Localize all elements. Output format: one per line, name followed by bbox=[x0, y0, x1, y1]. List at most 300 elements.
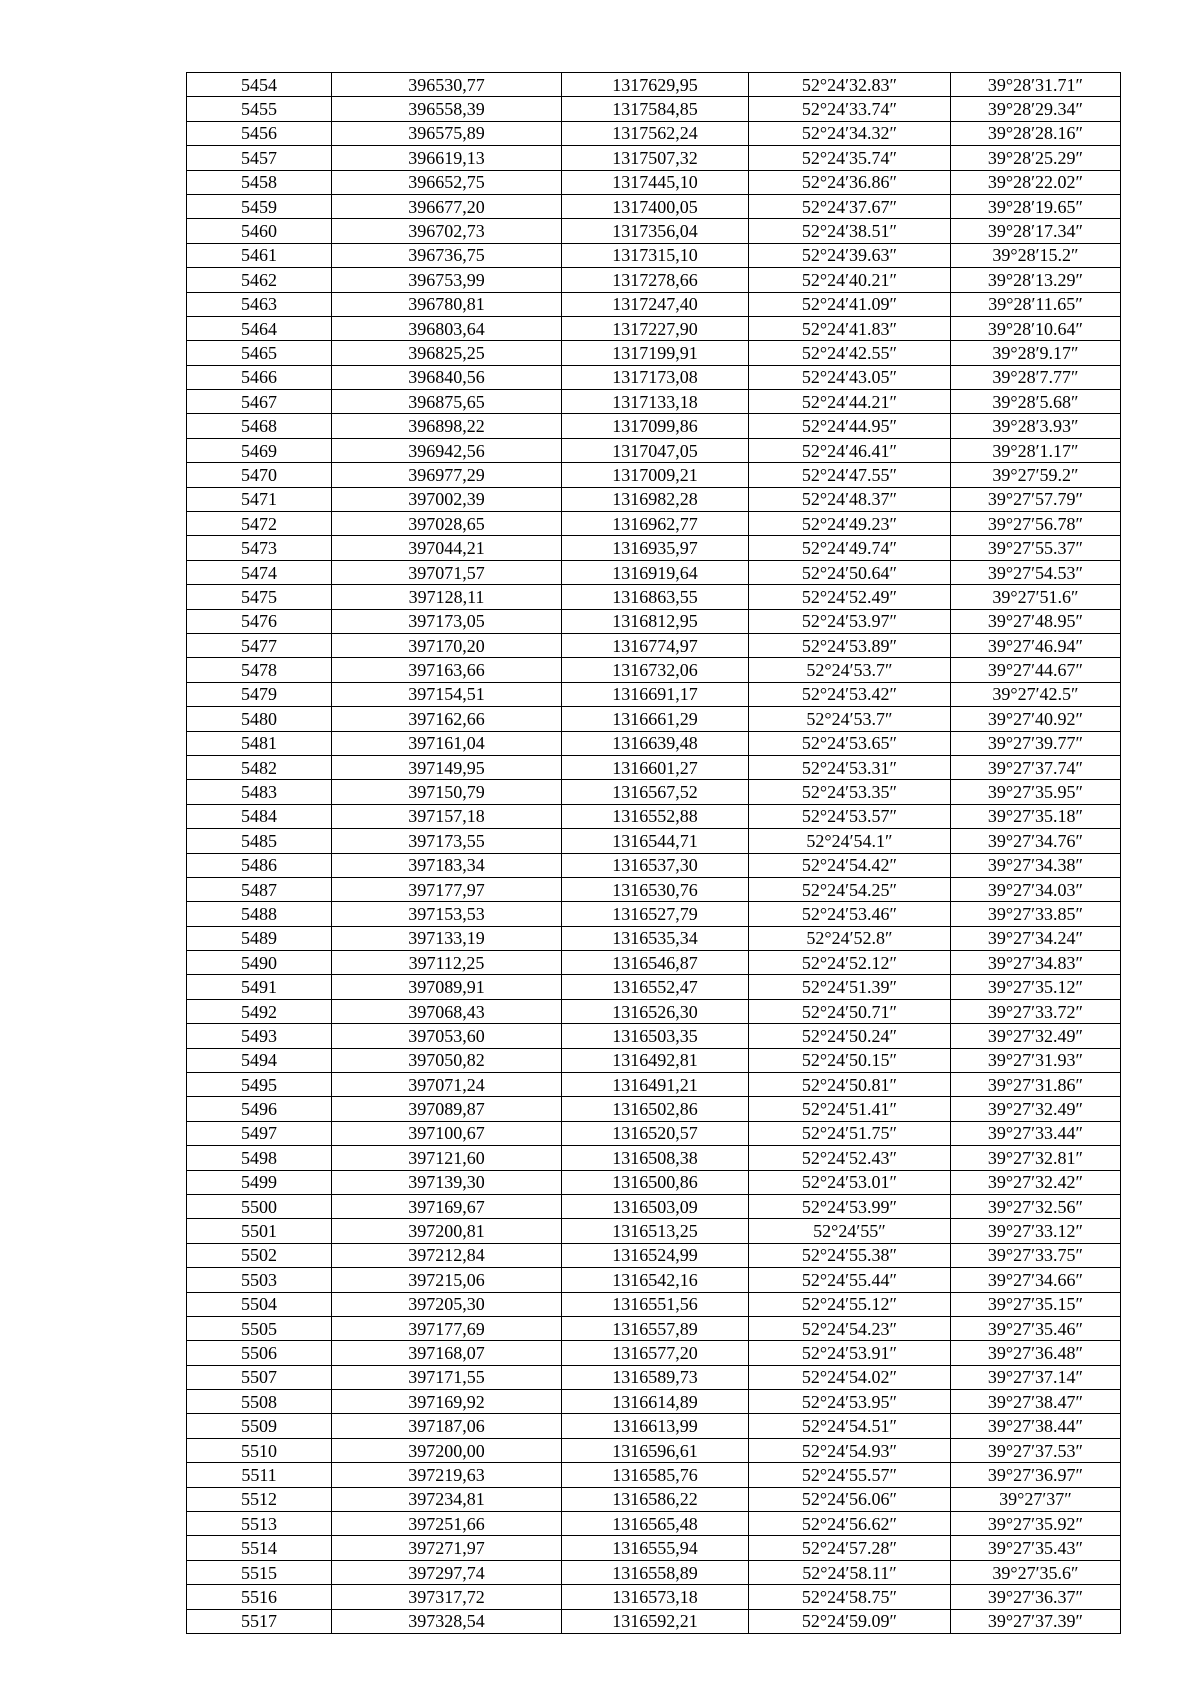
y-coordinate-cell: 1317356,04 bbox=[562, 219, 749, 243]
longitude-cell: 39°27′33.12″ bbox=[951, 1219, 1121, 1243]
y-coordinate-cell: 1317278,66 bbox=[562, 268, 749, 292]
x-coordinate-cell: 396619,13 bbox=[332, 146, 562, 170]
latitude-cell: 52°24′56.62″ bbox=[749, 1512, 951, 1536]
y-coordinate-cell: 1316542,16 bbox=[562, 1268, 749, 1292]
latitude-cell: 52°24′51.75″ bbox=[749, 1121, 951, 1145]
point-number-cell: 5481 bbox=[187, 731, 332, 755]
longitude-cell: 39°28′5.68″ bbox=[951, 390, 1121, 414]
y-coordinate-cell: 1316546,87 bbox=[562, 951, 749, 975]
latitude-cell: 52°24′58.75″ bbox=[749, 1585, 951, 1609]
table-row bbox=[187, 804, 1121, 828]
x-coordinate-cell: 397251,66 bbox=[332, 1512, 562, 1536]
point-number-cell: 5454 bbox=[187, 73, 332, 97]
table-row bbox=[187, 268, 1121, 292]
longitude-cell: 39°27′32.81″ bbox=[951, 1146, 1121, 1170]
table-row bbox=[187, 609, 1121, 633]
y-coordinate-cell: 1317227,90 bbox=[562, 316, 749, 340]
point-number-cell: 5483 bbox=[187, 780, 332, 804]
point-number-cell: 5511 bbox=[187, 1463, 332, 1487]
point-number-cell: 5507 bbox=[187, 1365, 332, 1389]
x-coordinate-cell: 397002,39 bbox=[332, 487, 562, 511]
longitude-cell: 39°27′34.24″ bbox=[951, 926, 1121, 950]
point-number-cell: 5474 bbox=[187, 560, 332, 584]
longitude-cell: 39°27′54.53″ bbox=[951, 560, 1121, 584]
table-row bbox=[187, 585, 1121, 609]
x-coordinate-cell: 397053,60 bbox=[332, 1024, 562, 1048]
latitude-cell: 52°24′48.37″ bbox=[749, 487, 951, 511]
point-number-cell: 5512 bbox=[187, 1487, 332, 1511]
table-row bbox=[187, 1292, 1121, 1316]
y-coordinate-cell: 1316544,71 bbox=[562, 829, 749, 853]
x-coordinate-cell: 397121,60 bbox=[332, 1146, 562, 1170]
latitude-cell: 52°24′54.25″ bbox=[749, 877, 951, 901]
y-coordinate-cell: 1316601,27 bbox=[562, 755, 749, 779]
longitude-cell: 39°27′36.37″ bbox=[951, 1585, 1121, 1609]
table-row bbox=[187, 1121, 1121, 1145]
longitude-cell: 39°27′37″ bbox=[951, 1487, 1121, 1511]
x-coordinate-cell: 397169,67 bbox=[332, 1194, 562, 1218]
table-row bbox=[187, 1341, 1121, 1365]
longitude-cell: 39°27′37.14″ bbox=[951, 1365, 1121, 1389]
y-coordinate-cell: 1316537,30 bbox=[562, 853, 749, 877]
x-coordinate-cell: 396702,73 bbox=[332, 219, 562, 243]
latitude-cell: 52°24′41.09″ bbox=[749, 292, 951, 316]
x-coordinate-cell: 397128,11 bbox=[332, 585, 562, 609]
y-coordinate-cell: 1316586,22 bbox=[562, 1487, 749, 1511]
point-number-cell: 5491 bbox=[187, 975, 332, 999]
table-row bbox=[187, 243, 1121, 267]
x-coordinate-cell: 396942,56 bbox=[332, 438, 562, 462]
x-coordinate-cell: 397139,30 bbox=[332, 1170, 562, 1194]
x-coordinate-cell: 397163,66 bbox=[332, 658, 562, 682]
latitude-cell: 52°24′50.64″ bbox=[749, 560, 951, 584]
point-number-cell: 5466 bbox=[187, 365, 332, 389]
y-coordinate-cell: 1316919,64 bbox=[562, 560, 749, 584]
y-coordinate-cell: 1316573,18 bbox=[562, 1585, 749, 1609]
point-number-cell: 5509 bbox=[187, 1414, 332, 1438]
latitude-cell: 52°24′50.81″ bbox=[749, 1073, 951, 1097]
latitude-cell: 52°24′54.93″ bbox=[749, 1438, 951, 1462]
longitude-cell: 39°27′35.43″ bbox=[951, 1536, 1121, 1560]
latitude-cell: 52°24′49.74″ bbox=[749, 536, 951, 560]
table-row bbox=[187, 316, 1121, 340]
table-row bbox=[187, 1243, 1121, 1267]
y-coordinate-cell: 1317173,08 bbox=[562, 365, 749, 389]
y-coordinate-cell: 1317009,21 bbox=[562, 463, 749, 487]
longitude-cell: 39°27′33.75″ bbox=[951, 1243, 1121, 1267]
x-coordinate-cell: 397171,55 bbox=[332, 1365, 562, 1389]
y-coordinate-cell: 1316508,38 bbox=[562, 1146, 749, 1170]
point-number-cell: 5479 bbox=[187, 682, 332, 706]
latitude-cell: 52°24′53.65″ bbox=[749, 731, 951, 755]
x-coordinate-cell: 397219,63 bbox=[332, 1463, 562, 1487]
table-row bbox=[187, 1268, 1121, 1292]
latitude-cell: 52°24′53.89″ bbox=[749, 633, 951, 657]
longitude-cell: 39°28′7.77″ bbox=[951, 365, 1121, 389]
point-number-cell: 5485 bbox=[187, 829, 332, 853]
point-number-cell: 5456 bbox=[187, 121, 332, 145]
point-number-cell: 5465 bbox=[187, 341, 332, 365]
coordinates-table-body bbox=[187, 73, 1121, 1634]
point-number-cell: 5495 bbox=[187, 1073, 332, 1097]
longitude-cell: 39°27′44.67″ bbox=[951, 658, 1121, 682]
table-row bbox=[187, 487, 1121, 511]
latitude-cell: 52°24′37.67″ bbox=[749, 194, 951, 218]
point-number-cell: 5458 bbox=[187, 170, 332, 194]
point-number-cell: 5500 bbox=[187, 1194, 332, 1218]
y-coordinate-cell: 1316935,97 bbox=[562, 536, 749, 560]
point-number-cell: 5498 bbox=[187, 1146, 332, 1170]
table-row bbox=[187, 1146, 1121, 1170]
y-coordinate-cell: 1316732,06 bbox=[562, 658, 749, 682]
table-row bbox=[187, 1097, 1121, 1121]
table-row bbox=[187, 1390, 1121, 1414]
y-coordinate-cell: 1316535,34 bbox=[562, 926, 749, 950]
table-row bbox=[187, 1512, 1121, 1536]
table-row bbox=[187, 121, 1121, 145]
latitude-cell: 52°24′56.06″ bbox=[749, 1487, 951, 1511]
y-coordinate-cell: 1316524,99 bbox=[562, 1243, 749, 1267]
table-row bbox=[187, 1414, 1121, 1438]
x-coordinate-cell: 396677,20 bbox=[332, 194, 562, 218]
longitude-cell: 39°27′35.95″ bbox=[951, 780, 1121, 804]
longitude-cell: 39°28′22.02″ bbox=[951, 170, 1121, 194]
longitude-cell: 39°27′35.12″ bbox=[951, 975, 1121, 999]
x-coordinate-cell: 396736,75 bbox=[332, 243, 562, 267]
x-coordinate-cell: 397234,81 bbox=[332, 1487, 562, 1511]
point-number-cell: 5502 bbox=[187, 1243, 332, 1267]
point-number-cell: 5487 bbox=[187, 877, 332, 901]
x-coordinate-cell: 397100,67 bbox=[332, 1121, 562, 1145]
latitude-cell: 52°24′50.71″ bbox=[749, 999, 951, 1023]
table-row bbox=[187, 194, 1121, 218]
longitude-cell: 39°28′1.17″ bbox=[951, 438, 1121, 462]
longitude-cell: 39°27′37.39″ bbox=[951, 1609, 1121, 1633]
longitude-cell: 39°28′15.2″ bbox=[951, 243, 1121, 267]
latitude-cell: 52°24′40.21″ bbox=[749, 268, 951, 292]
x-coordinate-cell: 397154,51 bbox=[332, 682, 562, 706]
y-coordinate-cell: 1316513,25 bbox=[562, 1219, 749, 1243]
latitude-cell: 52°24′58.11″ bbox=[749, 1560, 951, 1584]
longitude-cell: 39°27′36.97″ bbox=[951, 1463, 1121, 1487]
point-number-cell: 5497 bbox=[187, 1121, 332, 1145]
point-number-cell: 5515 bbox=[187, 1560, 332, 1584]
x-coordinate-cell: 397157,18 bbox=[332, 804, 562, 828]
longitude-cell: 39°28′29.34″ bbox=[951, 97, 1121, 121]
y-coordinate-cell: 1317199,91 bbox=[562, 341, 749, 365]
longitude-cell: 39°27′38.44″ bbox=[951, 1414, 1121, 1438]
table-row bbox=[187, 1585, 1121, 1609]
point-number-cell: 5470 bbox=[187, 463, 332, 487]
latitude-cell: 52°24′55.44″ bbox=[749, 1268, 951, 1292]
y-coordinate-cell: 1316530,76 bbox=[562, 877, 749, 901]
latitude-cell: 52°24′53.42″ bbox=[749, 682, 951, 706]
latitude-cell: 52°24′52.8″ bbox=[749, 926, 951, 950]
x-coordinate-cell: 397177,97 bbox=[332, 877, 562, 901]
y-coordinate-cell: 1316491,21 bbox=[562, 1073, 749, 1097]
table-row bbox=[187, 512, 1121, 536]
latitude-cell: 52°24′32.83″ bbox=[749, 73, 951, 97]
latitude-cell: 52°24′49.23″ bbox=[749, 512, 951, 536]
point-number-cell: 5489 bbox=[187, 926, 332, 950]
latitude-cell: 52°24′44.21″ bbox=[749, 390, 951, 414]
table-row bbox=[187, 658, 1121, 682]
longitude-cell: 39°28′17.34″ bbox=[951, 219, 1121, 243]
y-coordinate-cell: 1316503,35 bbox=[562, 1024, 749, 1048]
y-coordinate-cell: 1316614,89 bbox=[562, 1390, 749, 1414]
x-coordinate-cell: 397168,07 bbox=[332, 1341, 562, 1365]
longitude-cell: 39°27′36.48″ bbox=[951, 1341, 1121, 1365]
y-coordinate-cell: 1317099,86 bbox=[562, 414, 749, 438]
latitude-cell: 52°24′55.57″ bbox=[749, 1463, 951, 1487]
y-coordinate-cell: 1316551,56 bbox=[562, 1292, 749, 1316]
table-row bbox=[187, 97, 1121, 121]
table-row bbox=[187, 1170, 1121, 1194]
x-coordinate-cell: 397205,30 bbox=[332, 1292, 562, 1316]
table-row bbox=[187, 1560, 1121, 1584]
table-row bbox=[187, 1219, 1121, 1243]
x-coordinate-cell: 397044,21 bbox=[332, 536, 562, 560]
x-coordinate-cell: 397161,04 bbox=[332, 731, 562, 755]
latitude-cell: 52°24′41.83″ bbox=[749, 316, 951, 340]
y-coordinate-cell: 1316863,55 bbox=[562, 585, 749, 609]
x-coordinate-cell: 397153,53 bbox=[332, 902, 562, 926]
x-coordinate-cell: 397112,25 bbox=[332, 951, 562, 975]
latitude-cell: 52°24′54.02″ bbox=[749, 1365, 951, 1389]
point-number-cell: 5503 bbox=[187, 1268, 332, 1292]
table-row bbox=[187, 1194, 1121, 1218]
longitude-cell: 39°27′37.74″ bbox=[951, 755, 1121, 779]
longitude-cell: 39°27′34.03″ bbox=[951, 877, 1121, 901]
table-row bbox=[187, 633, 1121, 657]
point-number-cell: 5514 bbox=[187, 1536, 332, 1560]
point-number-cell: 5510 bbox=[187, 1438, 332, 1462]
latitude-cell: 52°24′53.7″ bbox=[749, 658, 951, 682]
longitude-cell: 39°27′33.72″ bbox=[951, 999, 1121, 1023]
point-number-cell: 5468 bbox=[187, 414, 332, 438]
point-number-cell: 5471 bbox=[187, 487, 332, 511]
x-coordinate-cell: 397173,55 bbox=[332, 829, 562, 853]
longitude-cell: 39°27′31.93″ bbox=[951, 1048, 1121, 1072]
x-coordinate-cell: 397177,69 bbox=[332, 1316, 562, 1340]
latitude-cell: 52°24′50.15″ bbox=[749, 1048, 951, 1072]
table-row bbox=[187, 1609, 1121, 1633]
longitude-cell: 39°27′33.85″ bbox=[951, 902, 1121, 926]
latitude-cell: 52°24′39.63″ bbox=[749, 243, 951, 267]
table-row bbox=[187, 902, 1121, 926]
y-coordinate-cell: 1317507,32 bbox=[562, 146, 749, 170]
x-coordinate-cell: 396753,99 bbox=[332, 268, 562, 292]
table-row bbox=[187, 877, 1121, 901]
latitude-cell: 52°24′53.99″ bbox=[749, 1194, 951, 1218]
x-coordinate-cell: 397162,66 bbox=[332, 707, 562, 731]
longitude-cell: 39°27′40.92″ bbox=[951, 707, 1121, 731]
point-number-cell: 5493 bbox=[187, 1024, 332, 1048]
longitude-cell: 39°28′28.16″ bbox=[951, 121, 1121, 145]
latitude-cell: 52°24′53.46″ bbox=[749, 902, 951, 926]
x-coordinate-cell: 397183,34 bbox=[332, 853, 562, 877]
latitude-cell: 52°24′53.35″ bbox=[749, 780, 951, 804]
latitude-cell: 52°24′55.12″ bbox=[749, 1292, 951, 1316]
longitude-cell: 39°27′59.2″ bbox=[951, 463, 1121, 487]
table-row bbox=[187, 390, 1121, 414]
latitude-cell: 52°24′50.24″ bbox=[749, 1024, 951, 1048]
latitude-cell: 52°24′34.32″ bbox=[749, 121, 951, 145]
y-coordinate-cell: 1316503,09 bbox=[562, 1194, 749, 1218]
table-row bbox=[187, 365, 1121, 389]
latitude-cell: 52°24′53.91″ bbox=[749, 1341, 951, 1365]
table-row bbox=[187, 1073, 1121, 1097]
point-number-cell: 5457 bbox=[187, 146, 332, 170]
longitude-cell: 39°27′32.49″ bbox=[951, 1024, 1121, 1048]
longitude-cell: 39°27′35.92″ bbox=[951, 1512, 1121, 1536]
x-coordinate-cell: 397050,82 bbox=[332, 1048, 562, 1072]
y-coordinate-cell: 1316962,77 bbox=[562, 512, 749, 536]
table-row bbox=[187, 1024, 1121, 1048]
y-coordinate-cell: 1316502,86 bbox=[562, 1097, 749, 1121]
table-row bbox=[187, 755, 1121, 779]
longitude-cell: 39°27′55.37″ bbox=[951, 536, 1121, 560]
table-row bbox=[187, 926, 1121, 950]
x-coordinate-cell: 397187,06 bbox=[332, 1414, 562, 1438]
x-coordinate-cell: 396530,77 bbox=[332, 73, 562, 97]
point-number-cell: 5490 bbox=[187, 951, 332, 975]
table-row bbox=[187, 853, 1121, 877]
y-coordinate-cell: 1316526,30 bbox=[562, 999, 749, 1023]
y-coordinate-cell: 1316520,57 bbox=[562, 1121, 749, 1145]
y-coordinate-cell: 1316639,48 bbox=[562, 731, 749, 755]
table-row bbox=[187, 438, 1121, 462]
latitude-cell: 52°24′33.74″ bbox=[749, 97, 951, 121]
longitude-cell: 39°27′34.83″ bbox=[951, 951, 1121, 975]
y-coordinate-cell: 1317400,05 bbox=[562, 194, 749, 218]
y-coordinate-cell: 1316982,28 bbox=[562, 487, 749, 511]
longitude-cell: 39°28′31.71″ bbox=[951, 73, 1121, 97]
table-row bbox=[187, 1463, 1121, 1487]
latitude-cell: 52°24′38.51″ bbox=[749, 219, 951, 243]
latitude-cell: 52°24′54.42″ bbox=[749, 853, 951, 877]
y-coordinate-cell: 1317445,10 bbox=[562, 170, 749, 194]
latitude-cell: 52°24′53.01″ bbox=[749, 1170, 951, 1194]
x-coordinate-cell: 397317,72 bbox=[332, 1585, 562, 1609]
x-coordinate-cell: 397169,92 bbox=[332, 1390, 562, 1414]
y-coordinate-cell: 1317047,05 bbox=[562, 438, 749, 462]
y-coordinate-cell: 1316552,47 bbox=[562, 975, 749, 999]
point-number-cell: 5469 bbox=[187, 438, 332, 462]
point-number-cell: 5460 bbox=[187, 219, 332, 243]
latitude-cell: 52°24′43.05″ bbox=[749, 365, 951, 389]
x-coordinate-cell: 397328,54 bbox=[332, 1609, 562, 1633]
y-coordinate-cell: 1316691,17 bbox=[562, 682, 749, 706]
x-coordinate-cell: 397271,97 bbox=[332, 1536, 562, 1560]
longitude-cell: 39°28′19.65″ bbox=[951, 194, 1121, 218]
x-coordinate-cell: 397028,65 bbox=[332, 512, 562, 536]
y-coordinate-cell: 1317584,85 bbox=[562, 97, 749, 121]
table-row bbox=[187, 731, 1121, 755]
point-number-cell: 5478 bbox=[187, 658, 332, 682]
point-number-cell: 5516 bbox=[187, 1585, 332, 1609]
latitude-cell: 52°24′59.09″ bbox=[749, 1609, 951, 1633]
latitude-cell: 52°24′57.28″ bbox=[749, 1536, 951, 1560]
y-coordinate-cell: 1316596,61 bbox=[562, 1438, 749, 1462]
table-row bbox=[187, 219, 1121, 243]
table-row bbox=[187, 1438, 1121, 1462]
point-number-cell: 5501 bbox=[187, 1219, 332, 1243]
table-row bbox=[187, 1048, 1121, 1072]
longitude-cell: 39°28′13.29″ bbox=[951, 268, 1121, 292]
x-coordinate-cell: 397170,20 bbox=[332, 633, 562, 657]
point-number-cell: 5513 bbox=[187, 1512, 332, 1536]
longitude-cell: 39°27′42.5″ bbox=[951, 682, 1121, 706]
point-number-cell: 5494 bbox=[187, 1048, 332, 1072]
longitude-cell: 39°27′56.78″ bbox=[951, 512, 1121, 536]
point-number-cell: 5506 bbox=[187, 1341, 332, 1365]
y-coordinate-cell: 1316527,79 bbox=[562, 902, 749, 926]
latitude-cell: 52°24′54.51″ bbox=[749, 1414, 951, 1438]
latitude-cell: 52°24′54.1″ bbox=[749, 829, 951, 853]
point-number-cell: 5467 bbox=[187, 390, 332, 414]
y-coordinate-cell: 1316558,89 bbox=[562, 1560, 749, 1584]
longitude-cell: 39°27′34.38″ bbox=[951, 853, 1121, 877]
longitude-cell: 39°27′35.15″ bbox=[951, 1292, 1121, 1316]
y-coordinate-cell: 1317247,40 bbox=[562, 292, 749, 316]
y-coordinate-cell: 1316585,76 bbox=[562, 1463, 749, 1487]
longitude-cell: 39°27′31.86″ bbox=[951, 1073, 1121, 1097]
latitude-cell: 52°24′53.97″ bbox=[749, 609, 951, 633]
y-coordinate-cell: 1316555,94 bbox=[562, 1536, 749, 1560]
x-coordinate-cell: 397200,81 bbox=[332, 1219, 562, 1243]
table-row bbox=[187, 414, 1121, 438]
longitude-cell: 39°27′38.47″ bbox=[951, 1390, 1121, 1414]
table-row bbox=[187, 463, 1121, 487]
latitude-cell: 52°24′53.7″ bbox=[749, 707, 951, 731]
point-number-cell: 5517 bbox=[187, 1609, 332, 1633]
longitude-cell: 39°27′32.42″ bbox=[951, 1170, 1121, 1194]
point-number-cell: 5492 bbox=[187, 999, 332, 1023]
x-coordinate-cell: 396977,29 bbox=[332, 463, 562, 487]
point-number-cell: 5480 bbox=[187, 707, 332, 731]
coordinates-table bbox=[186, 72, 1121, 1634]
point-number-cell: 5459 bbox=[187, 194, 332, 218]
y-coordinate-cell: 1316557,89 bbox=[562, 1316, 749, 1340]
y-coordinate-cell: 1316577,20 bbox=[562, 1341, 749, 1365]
point-number-cell: 5499 bbox=[187, 1170, 332, 1194]
table-row bbox=[187, 536, 1121, 560]
y-coordinate-cell: 1317629,95 bbox=[562, 73, 749, 97]
x-coordinate-cell: 396652,75 bbox=[332, 170, 562, 194]
longitude-cell: 39°27′32.49″ bbox=[951, 1097, 1121, 1121]
table-row bbox=[187, 707, 1121, 731]
longitude-cell: 39°27′35.18″ bbox=[951, 804, 1121, 828]
latitude-cell: 52°24′55.38″ bbox=[749, 1243, 951, 1267]
x-coordinate-cell: 396780,81 bbox=[332, 292, 562, 316]
longitude-cell: 39°27′51.6″ bbox=[951, 585, 1121, 609]
point-number-cell: 5477 bbox=[187, 633, 332, 657]
y-coordinate-cell: 1316774,97 bbox=[562, 633, 749, 657]
latitude-cell: 52°24′55″ bbox=[749, 1219, 951, 1243]
x-coordinate-cell: 396575,89 bbox=[332, 121, 562, 145]
x-coordinate-cell: 397133,19 bbox=[332, 926, 562, 950]
table-row bbox=[187, 999, 1121, 1023]
longitude-cell: 39°28′25.29″ bbox=[951, 146, 1121, 170]
point-number-cell: 5504 bbox=[187, 1292, 332, 1316]
x-coordinate-cell: 397173,05 bbox=[332, 609, 562, 633]
x-coordinate-cell: 396875,65 bbox=[332, 390, 562, 414]
point-number-cell: 5488 bbox=[187, 902, 332, 926]
latitude-cell: 52°24′52.49″ bbox=[749, 585, 951, 609]
y-coordinate-cell: 1317133,18 bbox=[562, 390, 749, 414]
table-row bbox=[187, 170, 1121, 194]
